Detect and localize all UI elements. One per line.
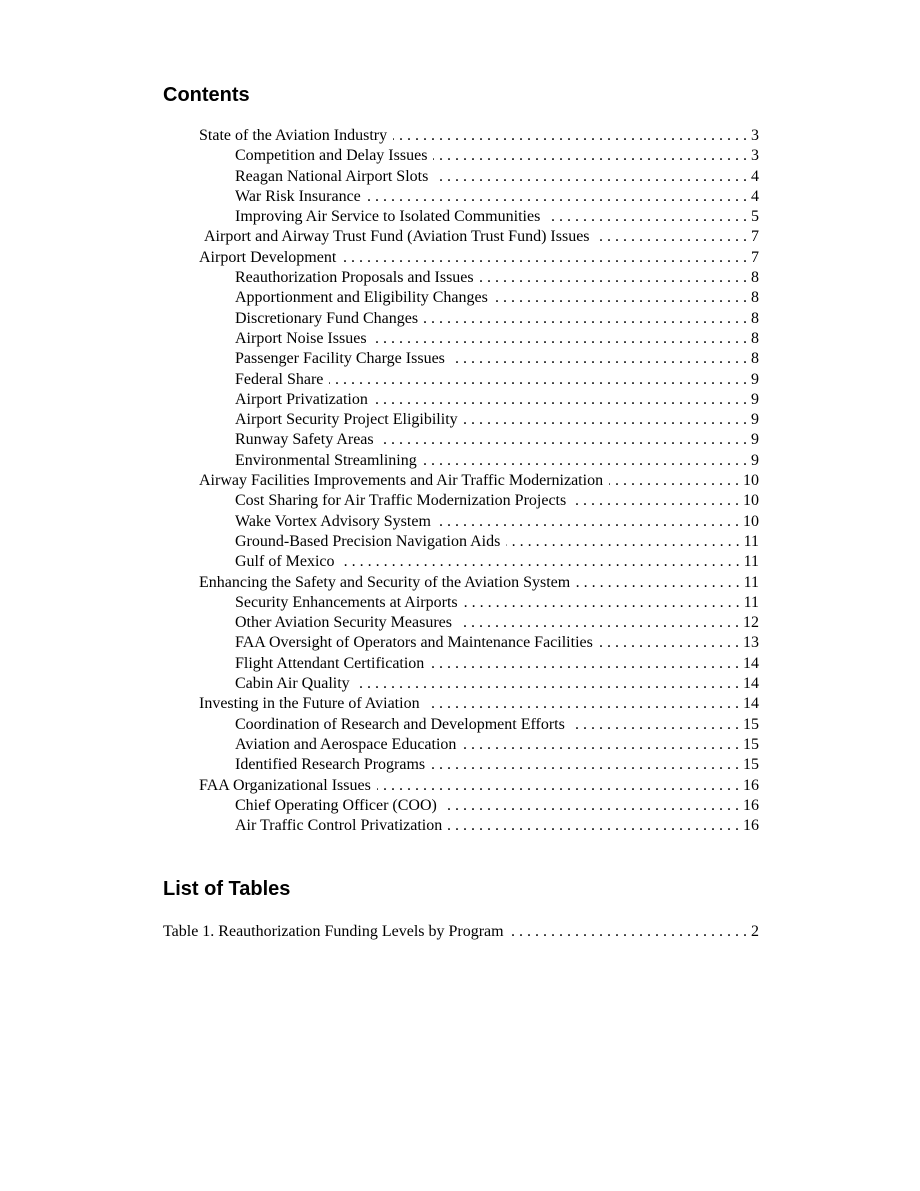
- dot-leader: [572, 491, 739, 511]
- toc-entry[interactable]: [163, 776, 759, 796]
- toc-entry-page-number: 16: [743, 817, 759, 835]
- toc-entry-page-number: 9: [751, 451, 759, 469]
- list-of-tables: [163, 922, 759, 942]
- toc-entry[interactable]: [163, 329, 759, 349]
- toc-entry-title: Cabin Air Quality: [235, 675, 350, 693]
- dot-leader: [377, 776, 739, 796]
- dot-leader: [462, 735, 739, 755]
- toc-entry[interactable]: [163, 755, 759, 775]
- toc-entry-title: Coordination of Research and Development Efforts: [235, 715, 565, 733]
- toc-entry[interactable]: [163, 167, 759, 187]
- dot-leader: [374, 390, 747, 410]
- toc-entry-page-number: 11: [743, 532, 759, 550]
- toc-entry-title: Reagan National Airport Slots: [235, 167, 429, 185]
- toc-entry-title: Aviation and Aerospace Education: [235, 735, 457, 753]
- dot-leader: [423, 451, 747, 471]
- toc-entry-title: Cost Sharing for Air Traffic Modernization Projects: [235, 492, 567, 510]
- toc-entry-page-number: 14: [743, 675, 759, 693]
- dot-leader: [494, 288, 747, 308]
- toc-entry-title: Security Enhancements at Airports: [235, 593, 458, 611]
- toc-entry-title: Wake Vortex Advisory System: [235, 512, 431, 530]
- list-of-tables-heading: List of Tables: [163, 878, 291, 900]
- toc-entry[interactable]: [163, 512, 759, 532]
- toc-entry[interactable]: [163, 268, 759, 288]
- toc-entry[interactable]: [163, 288, 759, 308]
- toc-entry-title: Passenger Facility Charge Issues: [235, 350, 445, 368]
- toc-entry[interactable]: [163, 491, 759, 511]
- toc-entry-page-number: 5: [751, 208, 759, 226]
- toc-entry[interactable]: [163, 187, 759, 207]
- toc-entry[interactable]: [163, 248, 759, 268]
- dot-leader: [431, 755, 739, 775]
- toc-entry-title: Gulf of Mexico: [235, 553, 335, 571]
- toc-entry[interactable]: [163, 451, 759, 471]
- dot-leader: [576, 573, 739, 593]
- toc-entry-page-number: 16: [743, 796, 759, 814]
- toc-entry-title: Air Traffic Control Privatization: [235, 817, 443, 835]
- dot-leader: [341, 552, 740, 572]
- toc-entry[interactable]: [163, 715, 759, 735]
- toc-entry-title: Table 1. Reauthorization Funding Levels by Program: [163, 923, 504, 940]
- toc-entry[interactable]: [163, 633, 759, 653]
- toc-entry-title: FAA Oversight of Operators and Maintenance Facilities: [235, 634, 593, 652]
- toc-entry-title: Federal Share: [235, 370, 324, 388]
- toc-entry-title: Enhancing the Safety and Security of the Aviation System: [199, 573, 571, 591]
- toc-entry-title: Identified Research Programs: [235, 756, 426, 774]
- toc-entry-page-number: 4: [751, 167, 759, 185]
- dot-leader: [434, 167, 747, 187]
- toc-entry-title: Reauthorization Proposals and Issues: [235, 269, 474, 287]
- toc-entry[interactable]: [163, 613, 759, 633]
- dot-leader: [430, 654, 739, 674]
- toc-entry-page-number: 7: [751, 228, 759, 246]
- toc-entry-page-number: 16: [743, 776, 759, 794]
- toc-entry-page-number: 9: [751, 411, 759, 429]
- dot-leader: [510, 922, 747, 942]
- toc-entry-title: Ground-Based Precision Navigation Aids: [235, 532, 501, 550]
- dot-leader: [393, 126, 747, 146]
- toc-entry-page-number: 8: [751, 329, 759, 347]
- toc-entry-page-number: 3: [751, 127, 759, 144]
- toc-entry-page-number: 8: [751, 269, 759, 287]
- toc-entry-title: Airport Privatization: [235, 390, 368, 408]
- dot-leader: [433, 146, 747, 166]
- toc-entry-title: Investing in the Future of Aviation: [199, 695, 420, 713]
- toc-entry-page-number: 14: [743, 654, 759, 672]
- toc-entry[interactable]: [163, 126, 759, 146]
- toc-entry-title: Discretionary Fund Changes: [235, 309, 419, 327]
- toc-entry-page-number: 2: [751, 923, 759, 940]
- toc-entry-title: Apportionment and Eligibility Changes: [235, 289, 488, 307]
- dot-leader: [506, 532, 739, 552]
- toc-entry[interactable]: [163, 471, 759, 491]
- toc-entry-title: Environmental Streamlining: [235, 451, 417, 469]
- toc-entry-page-number: 4: [751, 187, 759, 205]
- toc-entry-page-number: 9: [751, 390, 759, 408]
- toc-entry-page-number: 11: [743, 593, 759, 611]
- toc-entry[interactable]: [163, 207, 759, 227]
- dot-leader: [546, 207, 747, 227]
- toc-entry-page-number: 11: [743, 573, 759, 591]
- toc-entry-page-number: 15: [743, 735, 759, 753]
- dot-leader: [464, 410, 747, 430]
- toc-entry-page-number: 3: [751, 147, 759, 165]
- toc-entry-title: State of the Aviation Industry: [199, 127, 388, 144]
- toc-entry-page-number: 9: [751, 431, 759, 449]
- toc-entry[interactable]: [163, 573, 759, 593]
- dot-leader: [424, 309, 747, 329]
- dot-leader: [373, 329, 747, 349]
- toc-entry-title: Airport and Airway Trust Fund (Aviation Trust Fund) Issues: [204, 228, 590, 246]
- dot-leader: [426, 694, 739, 714]
- dot-leader: [596, 227, 747, 247]
- toc-entry[interactable]: [163, 796, 759, 816]
- toc-entry[interactable]: [163, 735, 759, 755]
- toc-entry-title: Airport Noise Issues: [235, 329, 367, 347]
- toc-entry[interactable]: [163, 370, 759, 390]
- toc-entry[interactable]: [163, 309, 759, 329]
- dot-leader: [437, 512, 739, 532]
- toc-entry-title: Airport Security Project Eligibility: [235, 411, 458, 429]
- toc-entry-title: Runway Safety Areas: [235, 431, 374, 449]
- dot-leader: [380, 430, 747, 450]
- toc-entry[interactable]: [163, 552, 759, 572]
- dot-leader: [329, 370, 747, 390]
- dot-leader: [480, 268, 747, 288]
- toc-entry-page-number: 8: [751, 350, 759, 368]
- toc-entry-title: Airway Facilities Improvements and Air Traffic Modernization: [199, 472, 604, 490]
- toc-entry-title: Flight Attendant Certification: [235, 654, 425, 672]
- toc-entry-page-number: 12: [743, 614, 759, 632]
- toc-entry[interactable]: [163, 227, 759, 247]
- toc-entry[interactable]: [163, 654, 759, 674]
- toc-entry-page-number: 10: [743, 472, 759, 490]
- toc-entry-title: Other Aviation Security Measures: [235, 614, 452, 632]
- toc-entry[interactable]: [163, 349, 759, 369]
- toc-entry-page-number: 11: [743, 553, 759, 571]
- dot-leader: [448, 816, 739, 836]
- toc-entry[interactable]: [163, 390, 759, 410]
- dot-leader: [571, 715, 739, 735]
- toc-entry-title: Chief Operating Officer (COO): [235, 796, 437, 814]
- toc-entry-page-number: 15: [743, 756, 759, 774]
- toc-entry-page-number: 8: [751, 309, 759, 327]
- toc-entry-title: FAA Organizational Issues: [199, 776, 371, 794]
- toc-entry-title: Competition and Delay Issues: [235, 147, 428, 165]
- toc-entry-page-number: 10: [743, 512, 759, 530]
- contents-list: [163, 126, 759, 836]
- toc-entry-page-number: 13: [743, 634, 759, 652]
- dot-leader: [443, 796, 739, 816]
- toc-entry[interactable]: [163, 593, 759, 613]
- toc-entry-page-number: 8: [751, 289, 759, 307]
- dot-leader: [599, 633, 739, 653]
- toc-entry[interactable]: [163, 674, 759, 694]
- dot-leader: [356, 674, 739, 694]
- dot-leader: [342, 248, 747, 268]
- dot-leader: [609, 471, 739, 491]
- toc-entry[interactable]: [163, 532, 759, 552]
- toc-entry[interactable]: [163, 694, 759, 714]
- toc-entry-title: War Risk Insurance: [235, 187, 361, 205]
- toc-entry-page-number: 9: [751, 370, 759, 388]
- toc-entry[interactable]: [163, 922, 759, 942]
- toc-entry-page-number: 15: [743, 715, 759, 733]
- dot-leader: [458, 613, 739, 633]
- toc-entry-page-number: 7: [751, 248, 759, 266]
- contents-heading: Contents: [163, 84, 250, 106]
- dot-leader: [451, 349, 747, 369]
- toc-entry-page-number: 14: [743, 695, 759, 713]
- dot-leader: [367, 187, 747, 207]
- toc-entry-title: Airport Development: [199, 248, 337, 266]
- toc-entry[interactable]: [163, 146, 759, 166]
- toc-entry[interactable]: [163, 430, 759, 450]
- toc-entry-page-number: 10: [743, 492, 759, 510]
- toc-entry[interactable]: [163, 410, 759, 430]
- toc-entry-title: Improving Air Service to Isolated Communities: [235, 208, 541, 226]
- dot-leader: [464, 593, 740, 613]
- toc-entry[interactable]: [163, 816, 759, 836]
